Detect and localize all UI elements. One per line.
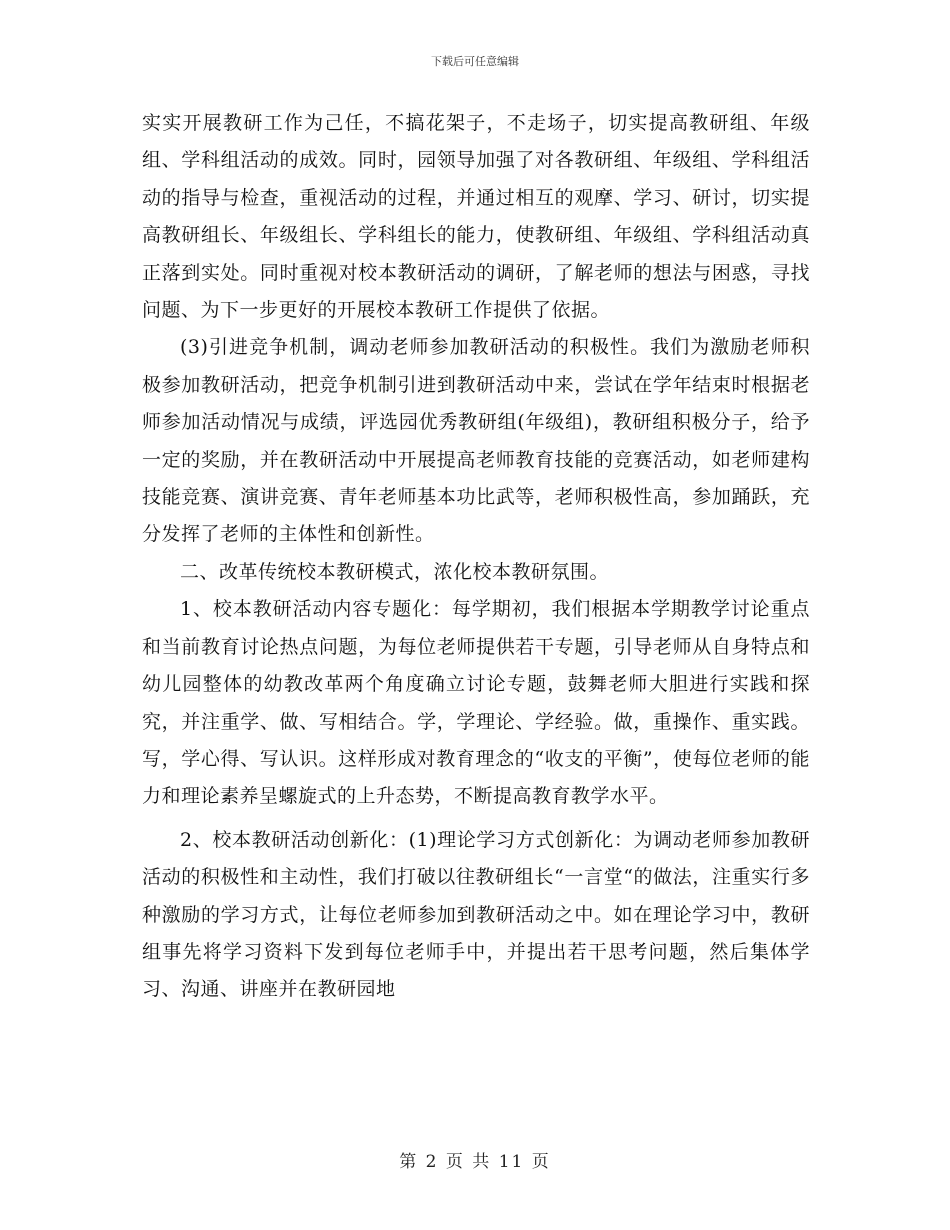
paragraph-continuation: 实实开展教研工作为己任，不搞花架子，不走场子，切实提高教研组、年级组、学科组活动的成效。同时，园领导加强了对各教研组、年级组、学科组活动的指导与检查，重视活动的过程，并通过相互的观摩、学习、研讨，切实提高教研组长、年级组长、学科组长的能力，使教研组、年级组、学科组活动真正落到实处。同时重视对校本教研活动的调研，了解老师的想法与困惑，寻找问题、为下一步更好的开展校本教研工作提供了依据。 (142, 112, 810, 322)
paragraph-competition-mechanism: (3)引进竞争机制，调动老师参加教研活动的积极性。我们为激励老师积极参加教研活动，把竞争机制引进到教研活动中来，尝试在学年结束时根据老师参加活动情况与成绩，评选园优秀教研组(年级组)，教研组积极分子，给予一定的奖励，并在教研活动中开展提高老师教育技能的竞赛活动，如老师建构技能竞赛、演讲竞赛、青年老师基本功比武等，老师积极性高，参加踊跃，充分发挥了老师的主体性和创新性。 (142, 336, 810, 546)
page-number-footer: 第 2 页 共 11 页 (399, 1152, 551, 1172)
section-heading-reform: 二、改革传统校本教研模式，浓化校本教研氛围。 (180, 560, 610, 583)
paragraph-innovation: 2、校本教研活动创新化：(1)理论学习方式创新化：为调动老师参加教研活动的积极性和主动性，我们打破以往教研组长“一言堂“的做法，注重实行多种激励的学习方式，让每位老师参加到教研活动之中。如在理论学习中，教研组事先将学习资料下发到每位老师手中，并提出若干思考问题，然后集体学习、沟通、讲座并在教研园地 (142, 828, 810, 1001)
document-body (142, 105, 810, 1009)
page-header: 下载后可任意编辑 (431, 55, 519, 68)
paragraph-topic-based: 1、校本教研活动内容专题化：每学期初，我们根据本学期教学讨论重点和当前教育讨论热点问题，为每位老师提供若干专题，引导老师从自身特点和幼儿园整体的幼教改革两个角度确立讨论专题，鼓舞老师大胆进行实践和探究，并注重学、做、写相结合。学，学理论、学经验。做，重操作、重实践。写，学心得、写认识。这样形成对教育理念的“收支的平衡”，使每位老师的能力和理论素养呈螺旋式的上升态势，不断提高教育教学水平。 (142, 598, 810, 808)
